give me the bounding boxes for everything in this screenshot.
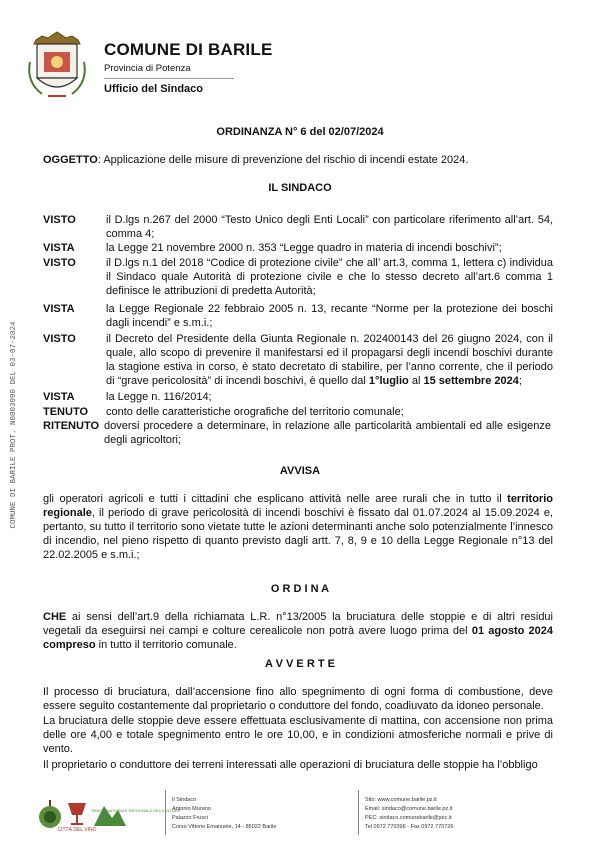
ordinance-title: ORDINANZA N° 6 del 02/07/2024 [216,126,384,138]
office-name: Ufficio del Sindaco [104,83,204,95]
footer-address: Il Sindaco Antonio Murano Palazzo Frusci Corso Vittorio Emanuele, 14 - 85022 Barile [172,797,277,830]
footer-website-link[interactable]: Sito: www.comune.barile.pz.it [365,797,437,803]
notice-heading: AVVISA [279,465,321,477]
warning-paragraph: La bruciatura delle stoppie deve essere effettuata esclusivamente di mattina, con accensione non prima delle ore 4,00 e totale spegnimento entro le ore 10,00, e in condizioni atmosferiche normali e prive di vento. [43,715,553,755]
footer-pec-link[interactable]: PEC: sindaco.comunebarile@pec.it [365,815,452,821]
park-logo-icon [91,798,181,830]
protocol-stamp: COMUNE DI BARILE PROT. N0003990 DEL 03-07-2024 [10,321,18,529]
warning-heading: A V V E R T E [265,658,335,670]
coat-of-arms-icon [22,22,92,102]
footer-email-link[interactable]: Email: sindaco@comune.barile.pz.it [365,806,453,812]
order-heading: O R D I N A [270,583,330,595]
svg-text:CITTÀ DEL VINO: CITTÀ DEL VINO [57,827,97,833]
municipality-name: COMUNE DI BARILE [104,40,273,59]
subject-line: OGGETTO: Applicazione delle misure di prevenzione del rischio di incendi estate 2024. [43,154,469,166]
warning-paragraph: Il processo di bruciatura, dall’accensione fino allo spegnimento di ogni forma di combustione, deve essere seguito costantemente dal proprietario o conduttore del fondo, coadiuvato da idoneo personale. [43,686,553,712]
footer-divider [358,790,359,835]
header-divider [104,78,234,79]
province-name: Provincia di Potenza [104,63,191,74]
order-paragraph: CHE ai sensi dell’art.9 della richiamata L.R. n°13/2005 la bruciatura delle stoppie e di altri residui vegetali da eseguirsi nei campi e colture cerealicole non potrà avere luogo prima del 01 agosto 2024 compreso in tutto il territorio comunale. [43,611,553,651]
mayor-heading: IL SINDACO [268,182,332,194]
footer-divider [165,790,166,835]
svg-text:PARCO NATURALE REGIONALE DEL V: PARCO NATURALE REGIONALE DEL VULTURE [91,808,181,813]
footer-contacts: Sito: www.comune.barile.pz.it Email: sindaco@comune.barile.pz.it PEC: sindaco.comunebarile@pec.it Tel 0972 770396 - Fax 0972 770726 [365,797,454,830]
notice-paragraph: gli operatori agricoli e tutti i cittadini che esplicano attività nelle aree rurali che in tutto il territorio regionale, il periodo di grave pericolosità di incendi boschivi è fissato dal 01.07.2024 al 15.09.2024 e, pertanto, su tutto il territorio sono vietate tutte le azioni determinanti anche solo potenzialmente l’innesco di incendio, nel pieno rispetto di quanto previsto dagli artt. 7, 8, 9 e 10 della Legge Regionale n°13 del 22.02.2005 e s.m.i.; [43,493,553,561]
warning-paragraph: Il proprietario o conduttore dei terreni interessati alle operazioni di bruciatura delle stoppie ha l’obbligo [43,759,538,771]
wine-city-logo-icon [57,797,97,833]
